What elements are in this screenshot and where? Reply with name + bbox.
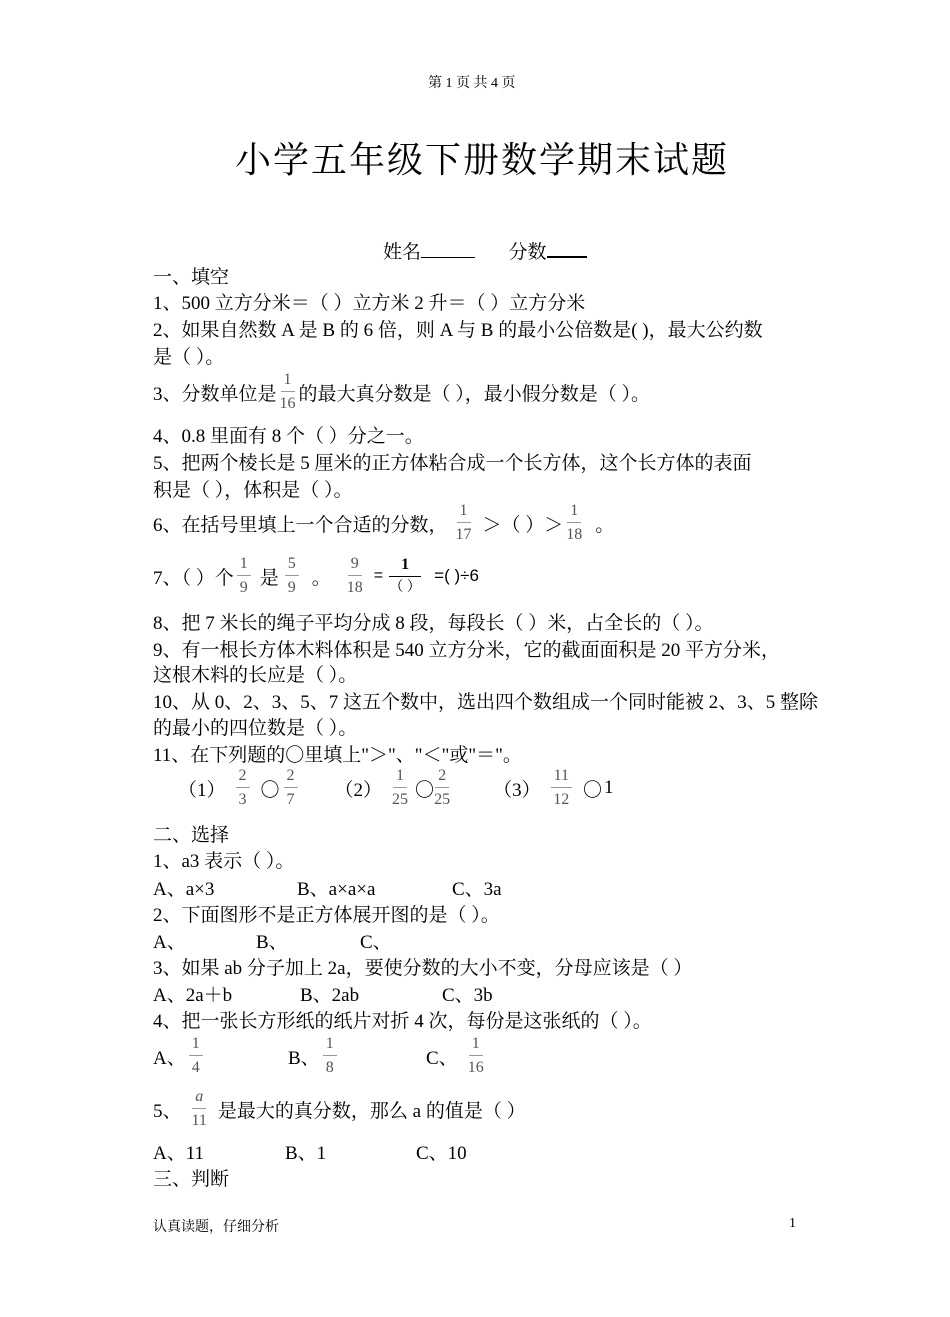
- s2-q4-option-c: [426, 1036, 487, 1076]
- s1-question-7: [153, 556, 479, 596]
- s2-q4-option-b: [288, 1036, 340, 1076]
- fraction: $\frac{1}{4}$: [189, 1036, 203, 1076]
- s1-question-4: 4、0.8 里面有 8 个（ ）分之一。: [153, 426, 424, 447]
- s2-q2-option-a: A、: [153, 932, 186, 953]
- s1-question-2-line2: 是（ ）。: [153, 347, 225, 368]
- q7-eq: =: [373, 567, 384, 584]
- q4-b-label: B、: [288, 1047, 320, 1069]
- q11-p2: （2）: [334, 779, 383, 801]
- s2-q1-option-a: A、a×3: [153, 879, 215, 900]
- s1-question-10-line1: 10、从 0、2、3、5、7 这五个数中，选出四个数组成一个同时能被 2、3、5 整除: [153, 692, 819, 713]
- q6-post: 。: [595, 514, 615, 536]
- s1-question-9-line1: 9、有一根长方体木料体积是 540 立方分米，它的截面面积是 20 平方分米，: [153, 640, 781, 661]
- fraction: $\frac{1}{16}$: [467, 1035, 484, 1076]
- s1-question-11-items: [178, 768, 614, 808]
- s1-question-6: [153, 503, 614, 543]
- s2-q2-option-b: B、: [256, 932, 288, 953]
- s2-question-4: 4、把一张长方形纸的纸片对折 4 次，每份是这张纸的（ ）。: [153, 1011, 652, 1032]
- q5-pre: 5、: [153, 1100, 182, 1122]
- s1-question-2-line1: 2、如果自然数 A 是 B 的 6 倍，则 A 与 B 的最小公倍数是( )，最大公约数: [153, 320, 763, 341]
- q11-p1: （1）: [178, 779, 226, 801]
- page-title: 小学五年级下册数学期末试题: [235, 140, 730, 180]
- compare-circle[interactable]: 〇: [582, 779, 602, 801]
- fraction: $\frac{1}{8}$: [323, 1036, 337, 1076]
- q11-p3: （3）: [493, 779, 541, 801]
- fraction: $\frac{11}{12}$: [551, 768, 572, 808]
- q6-pre: 6、在括号里填上一个合适的分数，: [153, 514, 448, 536]
- s2-question-3: 3、如果 ab 分子加上 2a，要使分数的大小不变，分母应该是（ ）: [153, 958, 693, 979]
- footer-note: 认真读题，仔细分析: [153, 1220, 279, 1235]
- s2-q2-option-c: C、: [360, 932, 392, 953]
- fraction: $\frac{1}{9}$: [237, 556, 251, 596]
- student-info: [383, 237, 587, 264]
- fraction: $\frac{1}{17}$: [455, 502, 472, 543]
- s1-question-3: [153, 372, 650, 412]
- s1-question-1: 1、500 立方分米＝（ ）立方米 2 升＝（ ）立方分米: [153, 293, 586, 314]
- q6-mid: ＞（ ）＞: [482, 514, 564, 536]
- s2-q3-option-c: C、3b: [442, 985, 493, 1006]
- section3-heading: 三、判断: [153, 1169, 230, 1190]
- s2-q5-option-b: B、1: [285, 1143, 327, 1164]
- s1-question-5-line1: 5、把两个棱长是 5 厘米的正方体粘合成一个长方体，这个长方体的表面: [153, 453, 752, 474]
- s2-q1-option-c: C、3a: [452, 879, 502, 900]
- s1-question-9-line2: 这根木料的长应是（ ）。: [153, 665, 358, 686]
- q7-b: 是: [259, 567, 279, 589]
- score-label: 分数: [508, 242, 547, 263]
- q3-pre: 3、分数单位是: [153, 383, 277, 405]
- q7-a: 7、（ ）个: [153, 567, 234, 589]
- q7-c: 。: [311, 567, 331, 589]
- compare-circle[interactable]: 〇: [415, 779, 435, 801]
- q7-d: =( )÷6: [434, 566, 479, 585]
- score-blank[interactable]: [547, 240, 587, 258]
- fraction: $\frac{1}{16}$: [279, 371, 296, 412]
- fraction: $\frac{a}{11}$: [191, 1088, 207, 1129]
- q3-post: 的最大真分数是（ ），最小假分数是（ ）。: [298, 383, 651, 405]
- fraction: $\frac{1}{25}$: [392, 767, 409, 808]
- q5-post: 是最大的真分数，那么 a 的值是（ ）: [217, 1100, 526, 1122]
- compare-circle[interactable]: 〇: [260, 779, 280, 801]
- s2-q4-option-a: [153, 1036, 206, 1076]
- s2-q5-option-c: C、10: [416, 1143, 467, 1164]
- footer-page-number: 1: [789, 1216, 796, 1231]
- q4-c-label: C、: [426, 1047, 458, 1069]
- fraction: $\frac{5}{9}$: [285, 556, 299, 596]
- s2-q3-option-b: B、2ab: [300, 985, 360, 1006]
- fraction: $\frac{1}{18}$: [566, 502, 583, 543]
- s1-question-8: 8、把 7 米长的绳子平均分成 8 段，每段长（ ）米，占全长的（ ）。: [153, 613, 714, 634]
- section2-heading: 二、选择: [153, 825, 230, 846]
- s1-question-11: 11、在下列题的〇里填上"＞"、"＜"或"＝"。: [153, 745, 522, 766]
- q11-p3-right: 1: [604, 777, 614, 798]
- section1-heading: 一、填空: [153, 267, 230, 288]
- s2-q3-option-a: A、2a＋b: [153, 985, 233, 1006]
- s1-question-5-line2: 积是（ ），体积是（ ）。: [153, 480, 353, 501]
- fraction: $\frac{1}{( )}$: [389, 556, 421, 595]
- s2-q1-option-b: B、a×a×a: [297, 879, 376, 900]
- page-info: 第 1 页 共 4 页: [428, 76, 516, 91]
- fraction: $\frac{2}{3}$: [236, 768, 250, 808]
- s2-question-1: 1、a3 表示（ ）。: [153, 851, 295, 872]
- s2-q5-option-a: A、11: [153, 1143, 205, 1164]
- q4-a-label: A、: [153, 1047, 186, 1069]
- name-label: 姓名: [383, 242, 422, 263]
- fraction: $\frac{2}{7}$: [284, 768, 298, 808]
- s1-question-10-line2: 的最小的四位数是（ ）。: [153, 718, 358, 739]
- s2-question-5: [153, 1089, 526, 1129]
- name-blank[interactable]: [421, 241, 475, 258]
- s2-question-2: 2、下面图形不是正方体展开图的是（ ）。: [153, 905, 500, 926]
- fraction: $\frac{2}{25}$: [434, 767, 451, 808]
- fraction: $\frac{9}{18}$: [346, 555, 363, 596]
